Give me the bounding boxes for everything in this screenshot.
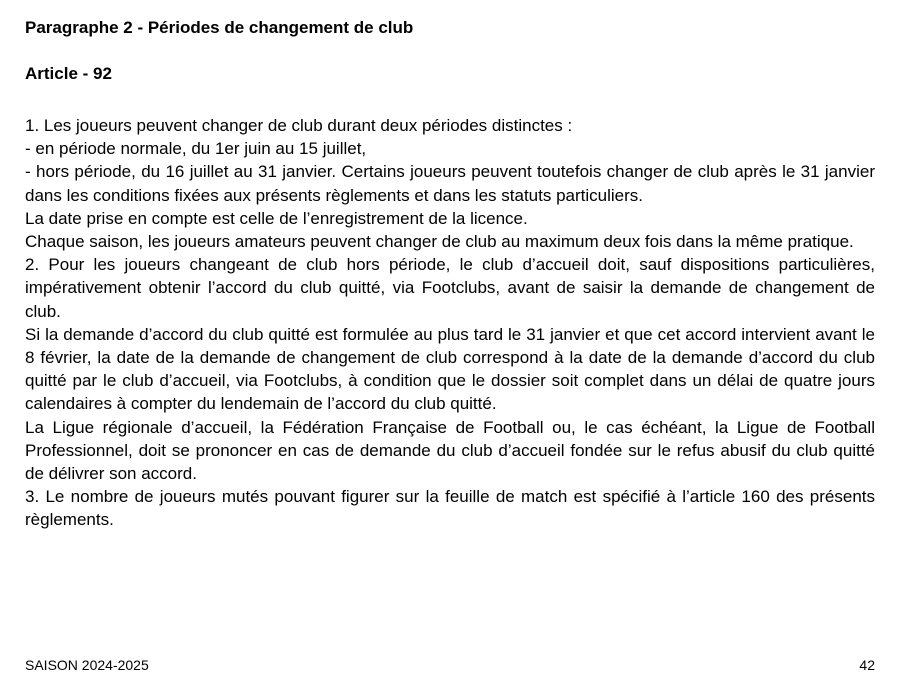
document-page bbox=[25, 0, 875, 693]
paragraph-transferred-players: 3. Le nombre de joueurs mutés pouvant figurer sur la feuille de match est spécifié à l’article 160 des présents règlements. bbox=[25, 487, 875, 530]
footer-season: SAISON 2024-2025 bbox=[25, 657, 149, 673]
paragraph-normal-period: - en période normale, du 1er juin au 15 juillet, bbox=[25, 139, 367, 159]
paragraph-abusive-refusal: La Ligue régionale d’accueil, la Fédération Française de Football ou, le cas échéant, la Ligue de Football Professionnel, doit se prononcer en cas de demande du club d’accueil fondée sur le refus abusif du club quitté de délivrer son accord. bbox=[25, 417, 875, 484]
paragraph-agreement-date: Si la demande d’accord du club quitté est formulée au plus tard le 31 janvier et que cet accord intervient avant le 8 février, la date de la demande de changement de club correspond à la date de la demande d’accord du club quitté par le club d’accueil, via Footclubs, à condition que le dossier soit complet dans un délai de quatre jours calendaires à compter du lendemain de l’accord du club quitté. bbox=[25, 324, 875, 414]
paragraph-off-period-agreement: 2. Pour les joueurs changeant de club hors période, le club d’accueil doit, sauf dispositions particulières, impérativement obtenir l’accord du club quitté, via Footclubs, avant de saisir la demande de changement de club. bbox=[25, 255, 875, 321]
section-title: Paragraphe 2 - Périodes de changement de club bbox=[25, 18, 414, 37]
paragraph-date-rule: La date prise en compte est celle de l’enregistrement de la licence. bbox=[25, 208, 528, 228]
footer-page-number: 42 bbox=[859, 657, 875, 673]
paragraph-off-period: - hors période, du 16 juillet au 31 janvier. Certains joueurs peuvent toutefois changer de club après le 31 janvier dans les conditions fixées aux présents règlements et dans les statuts particuliers. bbox=[25, 162, 875, 205]
paragraph-periods-intro: 1. Les joueurs peuvent changer de club durant deux périodes distinctes : bbox=[25, 116, 573, 135]
article-body bbox=[25, 114, 875, 532]
article-title: Article - 92 bbox=[25, 64, 112, 83]
paragraph-amateur-limit: Chaque saison, les joueurs amateurs peuvent changer de club au maximum deux fois dans la même pratique. bbox=[25, 232, 854, 252]
